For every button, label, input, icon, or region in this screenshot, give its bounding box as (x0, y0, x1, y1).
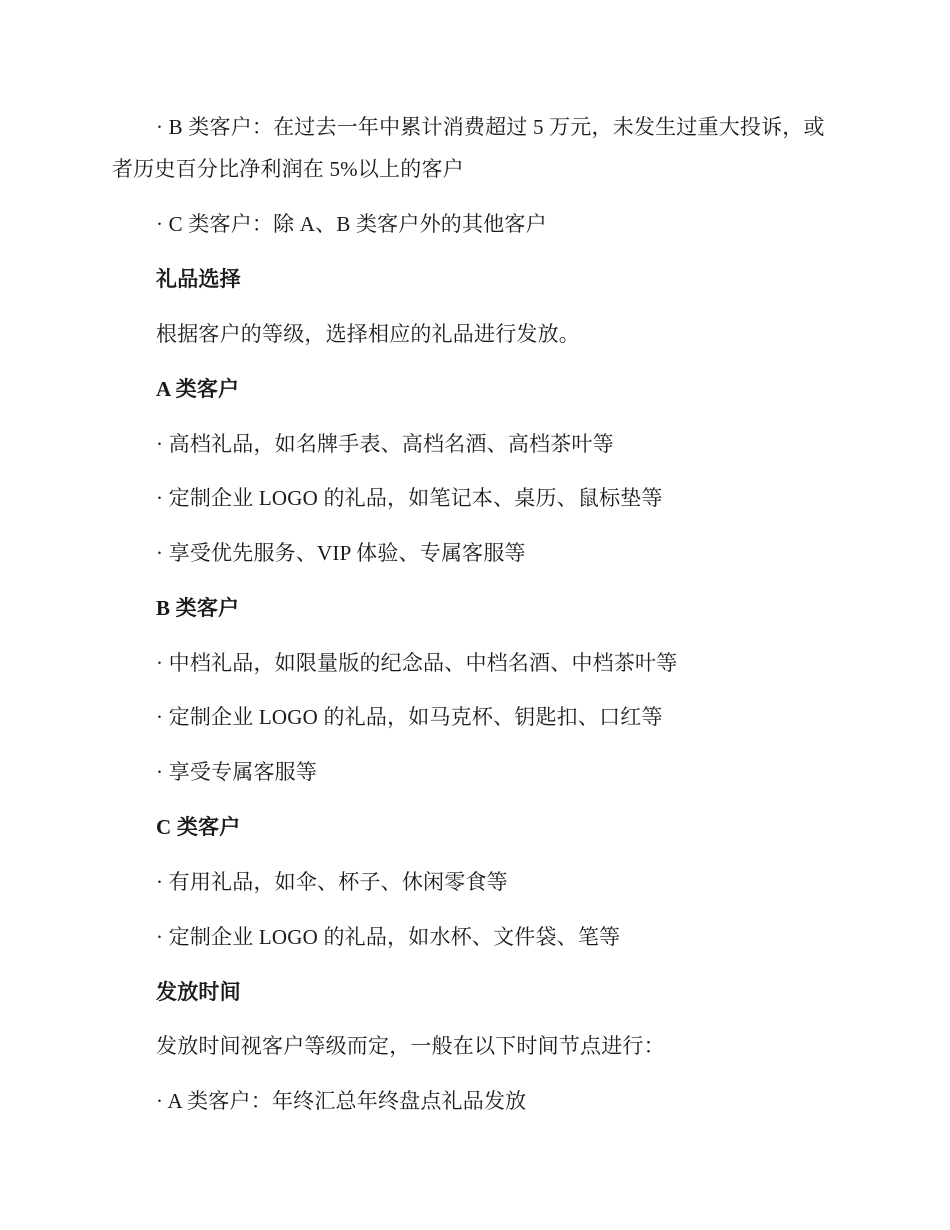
b-item-3: · 享受专属客服等 (156, 760, 318, 784)
b-item-1: · 中档礼品，如限量版的纪念品、中档名酒、中档茶叶等 (156, 651, 678, 675)
heading-gift-selection: 礼品选择 (156, 267, 241, 291)
heading-a-customer: A 类客户 (156, 377, 240, 401)
c-item-1: · 有用礼品，如伞、杯子、休闲零食等 (156, 870, 508, 894)
b-item-2: · 定制企业 LOGO 的礼品，如马克杯、钥匙扣、口红等 (156, 705, 663, 729)
heading-b-customer: B 类客户 (156, 596, 240, 620)
timing-intro: 发放时间视客户等级而定，一般在以下时间节点进行： (156, 1034, 665, 1058)
bullet-c-customer: · C 类客户：除 A、B 类客户外的其他客户 (156, 212, 547, 236)
c-item-2: · 定制企业 LOGO 的礼品，如水杯、文件袋、笔等 (156, 925, 621, 949)
heading-c-customer: C 类客户 (156, 815, 241, 839)
gift-selection-intro: 根据客户的等级，选择相应的礼品进行发放。 (156, 322, 580, 346)
heading-timing: 发放时间 (156, 980, 241, 1004)
a-item-1: · 高档礼品，如名牌手表、高档名酒、高档茶叶等 (156, 432, 614, 456)
a-item-3: · 享受优先服务、VIP 体验、专属客服等 (156, 541, 526, 565)
a-item-2: · 定制企业 LOGO 的礼品，如笔记本、桌历、鼠标垫等 (156, 486, 663, 510)
bullet-b-customer: · B 类客户：在过去一年中累计消费超过 5 万元，未发生过重大投诉，或者历史百分比净利润在 5%以上的客户 (112, 115, 825, 181)
timing-a-customer: · A 类客户：年终汇总年终盘点礼品发放 (156, 1089, 527, 1113)
